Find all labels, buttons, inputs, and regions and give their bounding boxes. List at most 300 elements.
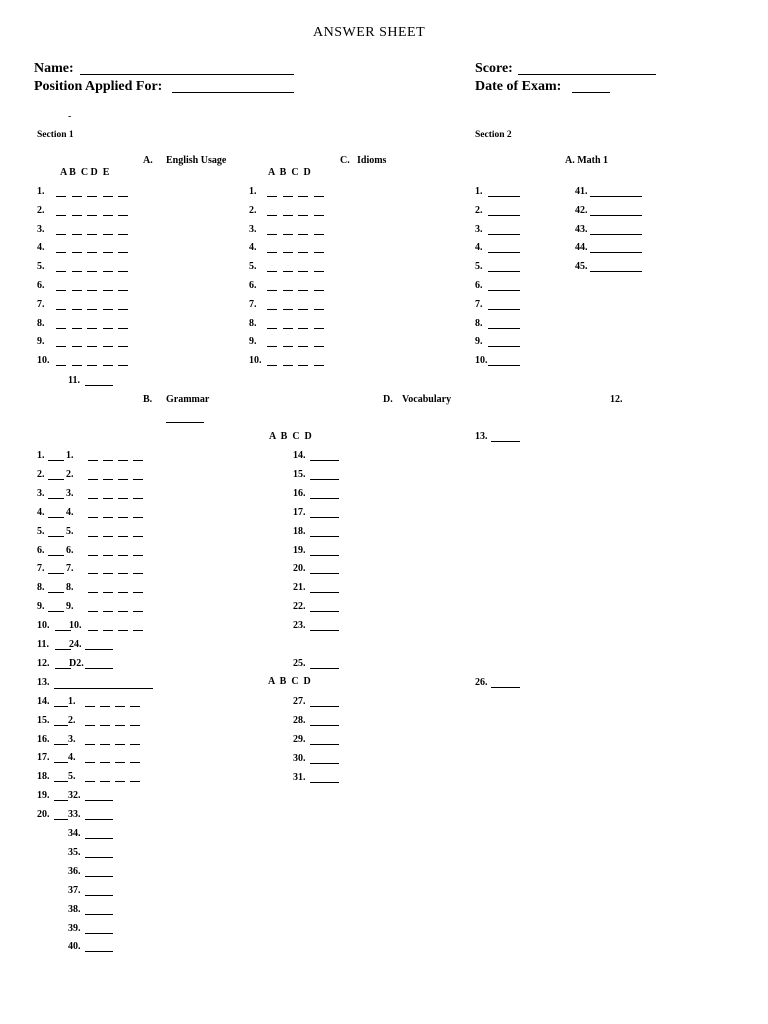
page-title: ANSWER SHEET — [313, 25, 426, 40]
grammar-sub-6-choice-4[interactable] — [133, 555, 143, 556]
grammar-sub-6-choice-2[interactable] — [103, 555, 113, 556]
idioms-item-10-choice-3[interactable] — [298, 365, 308, 366]
grammar-item-number: 5. — [37, 525, 45, 537]
eu-item-6-choice-4[interactable] — [103, 290, 113, 291]
grammar-sub-11-blank[interactable] — [85, 649, 113, 650]
vocab-item-number: 25. — [293, 657, 306, 669]
idioms-item-7-choice-3[interactable] — [298, 309, 308, 310]
grammar-sub-6-choice-1[interactable] — [88, 555, 98, 556]
idioms-item-number: 8. — [249, 317, 257, 329]
idioms-item-7-choice-1[interactable] — [267, 309, 277, 310]
idioms-item-2-choice-2[interactable] — [283, 215, 293, 216]
eu-item-9-choice-5[interactable] — [118, 346, 128, 347]
grammar-item-number: 8. — [37, 582, 45, 594]
idioms-item-4-choice-1[interactable] — [267, 252, 277, 253]
grammar-item-16-blank[interactable] — [54, 744, 68, 745]
grammar-sub-4-choice-3[interactable] — [118, 517, 128, 518]
vocab-item-21-blank[interactable] — [310, 592, 339, 593]
eu-item-number: 4. — [37, 242, 45, 254]
idioms-item-3-choice-3[interactable] — [298, 234, 308, 235]
grammar-sub-23-blank[interactable] — [85, 876, 113, 877]
eu-item-3-choice-2[interactable] — [72, 234, 82, 235]
eu-item-8-choice-5[interactable] — [118, 328, 128, 329]
math-item-number: 9. — [475, 336, 483, 348]
math-item-number: 7. — [475, 298, 483, 310]
grammar-item-3-blank[interactable] — [48, 498, 64, 499]
grammar-item-19-blank[interactable] — [54, 800, 68, 801]
grammar-item-number: 3. — [37, 487, 45, 499]
eu-item-2-choice-5[interactable] — [118, 215, 128, 216]
grammar-sub-number: 8. — [66, 582, 74, 594]
eu-item-9-choice-1[interactable] — [56, 346, 66, 347]
math-item-42-blank[interactable] — [590, 215, 642, 216]
grammar-sub-number: 24. — [69, 639, 82, 650]
eu-item-5-choice-2[interactable] — [72, 271, 82, 272]
idioms-item-number: 1. — [249, 186, 257, 197]
vocab-item-16-blank[interactable] — [310, 498, 339, 499]
eu-item-6-choice-5[interactable] — [118, 290, 128, 291]
grammar-sub-12-blank[interactable] — [85, 668, 113, 669]
grammar-item-17-blank[interactable] — [54, 762, 68, 763]
eu-item-7-choice-5[interactable] — [118, 309, 128, 310]
idioms-item-1-choice-3[interactable] — [298, 196, 308, 197]
grammar-sub-27-blank[interactable] — [85, 951, 113, 952]
eu-item-8-choice-2[interactable] — [72, 328, 82, 329]
math-item-number: 8. — [475, 317, 483, 329]
grammar-sub-number: 36. — [68, 865, 81, 877]
idioms-item-5-choice-2[interactable] — [283, 271, 293, 272]
vocab-item-27-blank[interactable] — [310, 706, 339, 707]
grammar-sub-3-choice-1[interactable] — [88, 498, 98, 499]
eu-item-2-choice-1[interactable] — [56, 215, 66, 216]
eu-item-10-choice-4[interactable] — [103, 365, 113, 366]
vocab-item-18-blank[interactable] — [310, 536, 339, 537]
idioms-item-number: 5. — [249, 261, 257, 273]
idioms-item-10-choice-1[interactable] — [267, 365, 277, 366]
eu-item-2-choice-3[interactable] — [87, 215, 97, 216]
grammar-sub-18-choice-2[interactable] — [100, 781, 110, 782]
vocab-item-number: 18. — [293, 525, 306, 537]
eu-item-2-choice-2[interactable] — [72, 215, 82, 216]
grammar-sub-5-choice-2[interactable] — [103, 536, 113, 537]
grammar-sub-number: 3. — [68, 733, 76, 745]
grammar-item-14-blank[interactable] — [54, 706, 68, 707]
grammar-sub-16-choice-1[interactable] — [85, 744, 95, 745]
grammar-sub-1-choice-2[interactable] — [103, 460, 113, 461]
idioms-item-number: 6. — [249, 280, 257, 291]
eu-item-5-choice-3[interactable] — [87, 271, 97, 272]
vocab-item-22-blank[interactable] — [310, 611, 339, 612]
grammar-sub-number: 5. — [68, 771, 76, 783]
vocab-item-15-blank[interactable] — [310, 479, 339, 480]
eu-item-5-choice-4[interactable] — [103, 271, 113, 272]
idioms-item-6-choice-2[interactable] — [283, 290, 293, 291]
idioms-item-8-choice-3[interactable] — [298, 328, 308, 329]
eu-item-9-choice-3[interactable] — [87, 346, 97, 347]
idioms-item-3-choice-4[interactable] — [314, 234, 324, 235]
grammar-item-1-blank[interactable] — [48, 460, 64, 461]
idioms-item-6-choice-1[interactable] — [267, 290, 277, 291]
score-label: Score: — [475, 61, 513, 76]
vocab-item-23-blank[interactable] — [310, 630, 339, 631]
grammar-sub-number: 4. — [66, 506, 74, 518]
vocab-item-number: 17. — [293, 506, 306, 518]
idioms-item-7-choice-2[interactable] — [283, 309, 293, 310]
idioms-item-5-choice-3[interactable] — [298, 271, 308, 272]
eu-item-4-choice-3[interactable] — [87, 252, 97, 253]
idioms-item-2-choice-1[interactable] — [267, 215, 277, 216]
idioms-item-number: 7. — [249, 298, 257, 310]
stray-mark: - — [68, 111, 72, 122]
position-label: Position Applied For: — [34, 79, 163, 94]
idioms-item-5-choice-4[interactable] — [314, 271, 324, 272]
vocab-item-number: 15. — [293, 468, 306, 480]
eu-item-6-choice-2[interactable] — [72, 290, 82, 291]
eu-item-1-choice-3[interactable] — [87, 196, 97, 197]
idioms-item-number: 9. — [249, 336, 257, 348]
math-item-44-blank[interactable] — [590, 252, 642, 253]
idioms-item-5-choice-1[interactable] — [267, 271, 277, 272]
idioms-item-10-choice-4[interactable] — [314, 365, 324, 366]
eu-item-3-choice-3[interactable] — [87, 234, 97, 235]
vocab-item-number: 31. — [293, 771, 306, 783]
idioms-item-9-choice-1[interactable] — [267, 346, 277, 347]
grammar-item-number: 7. — [37, 563, 45, 575]
math-item-number: 42. — [575, 204, 588, 216]
idioms-item-1-choice-2[interactable] — [283, 196, 293, 197]
grammar-sub-3-choice-2[interactable] — [103, 498, 113, 499]
grammar-sub-number: 37. — [68, 884, 81, 896]
idioms-item-8-choice-1[interactable] — [267, 328, 277, 329]
grammar-sub-15-choice-2[interactable] — [100, 725, 110, 726]
grammar-sub-10-choice-4[interactable] — [133, 630, 143, 631]
math-item-13-blank[interactable] — [491, 441, 520, 442]
vocab-choices-2: A B C D — [268, 676, 311, 687]
grammar-sub-5-choice-3[interactable] — [118, 536, 128, 537]
grammar-sub-24-blank[interactable] — [85, 895, 113, 896]
eu-item-8-choice-3[interactable] — [87, 328, 97, 329]
math-item-26-blank[interactable] — [491, 687, 520, 688]
english-usage-heading: English Usage — [166, 155, 227, 166]
eu-item-6-choice-3[interactable] — [87, 290, 97, 291]
grammar-sub-7-choice-3[interactable] — [118, 573, 128, 574]
vocab-item-19-blank[interactable] — [310, 555, 339, 556]
math-item-5-blank[interactable] — [488, 271, 520, 272]
vocab-item-number: 16. — [293, 487, 306, 499]
grammar-item-number: 16. — [37, 733, 50, 745]
grammar-sub-8-choice-3[interactable] — [118, 592, 128, 593]
eu-item-7-choice-1[interactable] — [56, 309, 66, 310]
idioms-item-10-choice-2[interactable] — [283, 365, 293, 366]
idioms-item-4-choice-4[interactable] — [314, 252, 324, 253]
grammar-sub-18-choice-1[interactable] — [85, 781, 95, 782]
idioms-item-8-choice-4[interactable] — [314, 328, 324, 329]
vocab-item-29-blank[interactable] — [310, 744, 339, 745]
math-item-10-blank[interactable] — [488, 365, 520, 366]
grammar-sub-3-choice-4[interactable] — [133, 498, 143, 499]
grammar-sub-20-blank[interactable] — [85, 819, 113, 820]
eu-item-8-choice-1[interactable] — [56, 328, 66, 329]
grammar-letter: B. — [143, 394, 153, 405]
grammar-sub-number: 34. — [68, 828, 81, 839]
grammar-sub-14-choice-2[interactable] — [100, 706, 110, 707]
eu-item-number: 1. — [37, 186, 45, 197]
eu-item-number: 2. — [37, 204, 45, 216]
english-usage-letter: A. — [143, 155, 153, 166]
grammar-sub-6-choice-3[interactable] — [118, 555, 128, 556]
eu-item-3-choice-1[interactable] — [56, 234, 66, 235]
eu-item-6-choice-1[interactable] — [56, 290, 66, 291]
math-item-2-blank[interactable] — [488, 215, 520, 216]
eu-item-5-choice-1[interactable] — [56, 271, 66, 272]
eu-item-5-choice-5[interactable] — [118, 271, 128, 272]
grammar-sub-4-choice-2[interactable] — [103, 517, 113, 518]
grammar-item-15-blank[interactable] — [54, 725, 68, 726]
eu-item-1-choice-5[interactable] — [118, 196, 128, 197]
grammar-sub-number: 7. — [66, 563, 74, 575]
eu-item-10-choice-3[interactable] — [87, 365, 97, 366]
idioms-item-3-choice-1[interactable] — [267, 234, 277, 235]
grammar-item-9-blank[interactable] — [48, 611, 64, 612]
vocab-item-14-blank[interactable] — [310, 460, 339, 461]
grammar-sub-17-choice-4[interactable] — [130, 762, 140, 763]
idioms-item-4-choice-2[interactable] — [283, 252, 293, 253]
grammar-item-18-blank[interactable] — [54, 781, 68, 782]
grammar-sub-17-choice-1[interactable] — [85, 762, 95, 763]
grammar-sub-7-choice-2[interactable] — [103, 573, 113, 574]
grammar-sub-8-choice-1[interactable] — [88, 592, 98, 593]
grammar-sub-10-choice-3[interactable] — [118, 630, 128, 631]
grammar-sub-4-choice-1[interactable] — [88, 517, 98, 518]
vocab-item-number: 30. — [293, 752, 306, 764]
eu-item-9-choice-4[interactable] — [103, 346, 113, 347]
eu-item-1-choice-2[interactable] — [72, 196, 82, 197]
idioms-item-4-choice-3[interactable] — [298, 252, 308, 253]
eu-item-4-choice-4[interactable] — [103, 252, 113, 253]
grammar-sub-1-choice-4[interactable] — [133, 460, 143, 461]
vocabulary-letter: D. — [383, 394, 393, 405]
idioms-item-2-choice-4[interactable] — [314, 215, 324, 216]
eu-item-11: 11. — [68, 375, 80, 386]
vocab-item-20-blank[interactable] — [310, 573, 339, 574]
grammar-item-number: 15. — [37, 714, 50, 726]
grammar-sub-3-choice-3[interactable] — [118, 498, 128, 499]
math-item-43-blank[interactable] — [590, 234, 642, 235]
name-blank[interactable] — [80, 74, 294, 75]
vocab-item-number: 27. — [293, 696, 306, 707]
eu-item-number: 5. — [37, 261, 45, 273]
position-blank[interactable] — [172, 92, 294, 93]
math-item-9-blank[interactable] — [488, 346, 520, 347]
grammar-sub-number: 35. — [68, 846, 81, 858]
idioms-item-1-choice-1[interactable] — [267, 196, 277, 197]
grammar-item-13-blank[interactable] — [54, 688, 153, 689]
idioms-item-9-choice-3[interactable] — [298, 346, 308, 347]
eu-item-7-choice-2[interactable] — [72, 309, 82, 310]
eu-item-3-choice-5[interactable] — [118, 234, 128, 235]
math-item-number: 45. — [575, 261, 588, 273]
vocab-item-number: 23. — [293, 620, 306, 632]
idioms-item-6-choice-4[interactable] — [314, 290, 324, 291]
grammar-sub-17-choice-2[interactable] — [100, 762, 110, 763]
math-item-26: 26. — [475, 677, 488, 688]
grammar-sub-8-choice-2[interactable] — [103, 592, 113, 593]
grammar-sub-2-choice-2[interactable] — [103, 479, 113, 480]
grammar-sub-15-choice-3[interactable] — [115, 725, 125, 726]
eu-item-1-choice-4[interactable] — [103, 196, 113, 197]
grammar-sub-2-choice-3[interactable] — [118, 479, 128, 480]
eu-item-3-choice-4[interactable] — [103, 234, 113, 235]
math-item-45-blank[interactable] — [590, 271, 642, 272]
eu-item-10-choice-1[interactable] — [56, 365, 66, 366]
math-item-6-blank[interactable] — [488, 290, 520, 291]
math-item-3-blank[interactable] — [488, 234, 520, 235]
grammar-item-number: 1. — [37, 450, 45, 461]
grammar-sub-16-choice-4[interactable] — [130, 744, 140, 745]
grammar-sub-7-choice-1[interactable] — [88, 573, 98, 574]
math-item-number: 3. — [475, 223, 483, 235]
eu-item-10-choice-2[interactable] — [72, 365, 82, 366]
eu-item-4-choice-2[interactable] — [72, 252, 82, 253]
grammar-sub-9-choice-2[interactable] — [103, 611, 113, 612]
eu-item-10-choice-5[interactable] — [118, 365, 128, 366]
grammar-sub-5-choice-1[interactable] — [88, 536, 98, 537]
grammar-item-8-blank[interactable] — [48, 592, 64, 593]
grammar-sub-21-blank[interactable] — [85, 838, 113, 839]
grammar-item-number: 19. — [37, 790, 50, 802]
eu-item-number: 8. — [37, 317, 45, 329]
vocab-item-number: 29. — [293, 733, 306, 745]
grammar-sub-4-choice-4[interactable] — [133, 517, 143, 518]
eu-item-number: 7. — [37, 298, 45, 310]
math-item-4-blank[interactable] — [488, 252, 520, 253]
grammar-sub-15-choice-1[interactable] — [85, 725, 95, 726]
grammar-sub-number: 33. — [68, 809, 81, 821]
eu-item-2-choice-4[interactable] — [103, 215, 113, 216]
grammar-sub-9-choice-1[interactable] — [88, 611, 98, 612]
grammar-sub-number: 3. — [66, 487, 74, 499]
grammar-sub-9-choice-4[interactable] — [133, 611, 143, 612]
grammar-sub-15-choice-4[interactable] — [130, 725, 140, 726]
vocab-item-25-blank[interactable] — [310, 668, 339, 669]
eu-item-4-choice-1[interactable] — [56, 252, 66, 253]
grammar-heading-blank[interactable] — [166, 422, 204, 423]
math-item-41-blank[interactable] — [590, 196, 642, 197]
grammar-sub-19-blank[interactable] — [85, 800, 113, 801]
vocab-item-number: 14. — [293, 450, 306, 461]
math-item-number: 10. — [475, 355, 488, 367]
grammar-item-number: 6. — [37, 544, 45, 556]
grammar-sub-10-choice-2[interactable] — [103, 630, 113, 631]
grammar-sub-1-choice-3[interactable] — [118, 460, 128, 461]
idioms-letter: C. — [340, 155, 350, 166]
section2-label: Section 2 — [475, 130, 512, 140]
grammar-item-6-blank[interactable] — [48, 555, 64, 556]
idioms-item-number: 3. — [249, 223, 257, 235]
idioms-item-6-choice-3[interactable] — [298, 290, 308, 291]
grammar-sub-1-choice-1[interactable] — [88, 460, 98, 461]
vocab-item-number: 22. — [293, 601, 306, 613]
grammar-sub-number: D2. — [69, 657, 84, 669]
math-item-number: 43. — [575, 223, 588, 235]
eu-item-1-choice-1[interactable] — [56, 196, 66, 197]
grammar-sub-17-choice-3[interactable] — [115, 762, 125, 763]
idioms-item-3-choice-2[interactable] — [283, 234, 293, 235]
grammar-sub-10-choice-1[interactable] — [88, 630, 98, 631]
grammar-item-4-blank[interactable] — [48, 517, 64, 518]
grammar-sub-16-choice-2[interactable] — [100, 744, 110, 745]
idioms-item-number: 2. — [249, 204, 257, 216]
idioms-item-8-choice-2[interactable] — [283, 328, 293, 329]
grammar-item-20-blank[interactable] — [54, 819, 68, 820]
score-blank[interactable] — [518, 74, 656, 75]
grammar-item-number: 12. — [37, 657, 50, 669]
idioms-item-2-choice-3[interactable] — [298, 215, 308, 216]
idioms-item-9-choice-2[interactable] — [283, 346, 293, 347]
math-item-12: 12. — [610, 394, 623, 405]
idioms-item-9-choice-4[interactable] — [314, 346, 324, 347]
grammar-item-2-blank[interactable] — [48, 479, 64, 480]
eu-item-11-blank[interactable] — [85, 385, 113, 386]
grammar-sub-16-choice-3[interactable] — [115, 744, 125, 745]
vocab-item-28-blank[interactable] — [310, 725, 339, 726]
vocab-item-30-blank[interactable] — [310, 763, 339, 764]
grammar-item-7-blank[interactable] — [48, 573, 64, 574]
math-item-8-blank[interactable] — [488, 328, 520, 329]
grammar-sub-number: 5. — [66, 525, 74, 537]
math-item-7-blank[interactable] — [488, 309, 520, 310]
grammar-sub-18-choice-3[interactable] — [115, 781, 125, 782]
eu-item-8-choice-4[interactable] — [103, 328, 113, 329]
eu-item-number: 3. — [37, 223, 45, 235]
grammar-sub-8-choice-4[interactable] — [133, 592, 143, 593]
grammar-sub-5-choice-4[interactable] — [133, 536, 143, 537]
vocab-item-31-blank[interactable] — [310, 782, 339, 783]
grammar-sub-2-choice-4[interactable] — [133, 479, 143, 480]
idioms-item-number: 10. — [249, 355, 262, 367]
grammar-sub-26-blank[interactable] — [85, 933, 113, 934]
math-item-1-blank[interactable] — [488, 196, 520, 197]
grammar-item-5-blank[interactable] — [48, 536, 64, 537]
eu-item-9-choice-2[interactable] — [72, 346, 82, 347]
idioms-item-1-choice-4[interactable] — [314, 196, 324, 197]
grammar-sub-14-choice-3[interactable] — [115, 706, 125, 707]
vocabulary-heading: Vocabulary — [402, 394, 452, 405]
eu-item-4-choice-5[interactable] — [118, 252, 128, 253]
grammar-sub-18-choice-4[interactable] — [130, 781, 140, 782]
grammar-sub-7-choice-4[interactable] — [133, 573, 143, 574]
idioms-heading: Idioms — [357, 155, 387, 166]
eu-item-7-choice-3[interactable] — [87, 309, 97, 310]
eu-item-7-choice-4[interactable] — [103, 309, 113, 310]
vocab-item-17-blank[interactable] — [310, 517, 339, 518]
vocab-item-number: 20. — [293, 563, 306, 575]
grammar-sub-9-choice-3[interactable] — [118, 611, 128, 612]
grammar-sub-2-choice-1[interactable] — [88, 479, 98, 480]
grammar-item-number: 20. — [37, 809, 50, 821]
grammar-sub-14-choice-4[interactable] — [130, 706, 140, 707]
grammar-sub-25-blank[interactable] — [85, 914, 113, 915]
grammar-sub-22-blank[interactable] — [85, 857, 113, 858]
grammar-item-number: 13. — [37, 676, 50, 688]
grammar-sub-number: 40. — [68, 941, 81, 953]
grammar-sub-14-choice-1[interactable] — [85, 706, 95, 707]
math-item-number: 6. — [475, 280, 483, 291]
grammar-heading: Grammar — [166, 394, 210, 405]
grammar-item-number: 4. — [37, 506, 45, 518]
idioms-item-7-choice-4[interactable] — [314, 309, 324, 310]
date-blank[interactable] — [572, 92, 610, 93]
